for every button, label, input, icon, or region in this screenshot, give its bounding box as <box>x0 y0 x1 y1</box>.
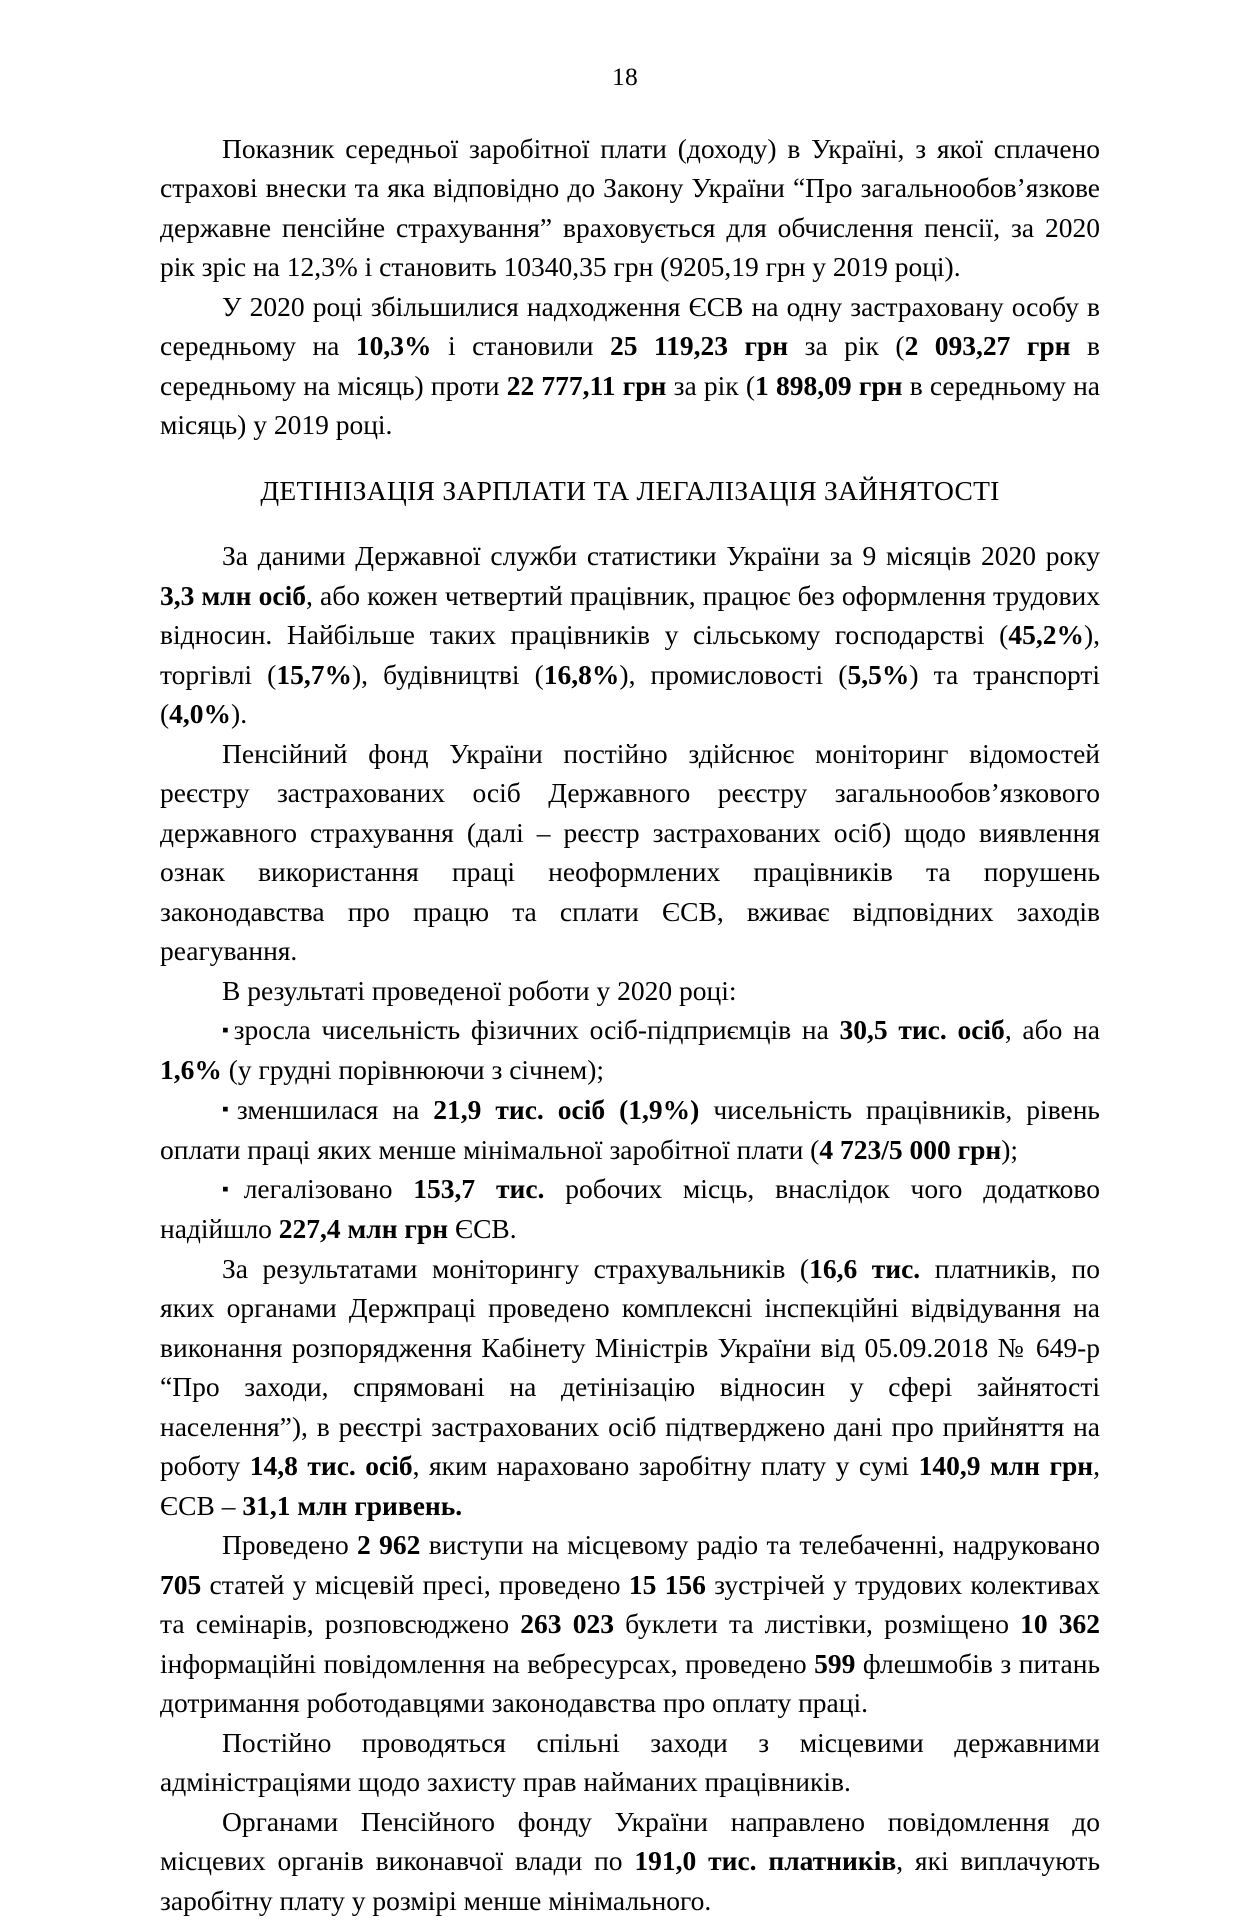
paragraph-results-intro: В результаті проведеної роботи у 2020 році: <box>222 974 737 1006</box>
paragraph-esv-receipts: У 2020 році збільшилися надходження ЄСВ на одну застраховану особу в середньому на 10,3% і становили 25 119,23 грн за рік (2 093,27 грн в середньому на місяць) проти 22 777,11 грн за рік (1 898,09 грн в середньому на місяць) у 2019 році. <box>160 290 1101 441</box>
section-heading-detinizatsiya: ДЕТІНІЗАЦІЯ ЗАРПЛАТИ ТА ЛЕГАЛІЗАЦІЯ ЗАЙНЯТОСТІ <box>260 474 1000 506</box>
document-body <box>160 129 1100 1920</box>
list-item: ▪легалізовано 153,7 тис. робочих місць, внаслідок чого додатково надійшло 227,4 млн грн ЄСВ. <box>160 1173 1100 1245</box>
list-item: ▪зросла чисельність фізичних осіб-підприємців на 30,5 тис. осіб, або на 1,6% (у грудні порівнюючи з січнем); <box>160 1014 1100 1086</box>
bullet-square-icon: ▪ <box>222 1099 236 1121</box>
bullet-square-icon: ▪ <box>222 1178 243 1200</box>
paragraph-notifications: Органами Пенсійного фонду України направлено повідомлення до місцевих органів виконавчої влади по 191,0 тис. платників, які виплачують заробітну плату у розмірі менше мінімального. <box>160 1805 1100 1916</box>
page-number: 18 <box>612 62 638 91</box>
paragraph-pension-fund-monitoring: Пенсійний фонд України постійно здійснює моніторинг відомостей реєстру застрахованих осіб Державного реєстру загальнообов’язкового державного страхування (далі – реєстр застрахованих осіб) щодо виявлення ознак використання праці неоформлених працівників та порушень законодавства про працю та сплати ЄСВ, вживає відповідних заходів реагування. <box>160 737 1100 967</box>
paragraph-statistics-informal-employment: За даними Державної служби статистики України за 9 місяців 2020 року 3,3 млн осіб, або кожен четвертий працівник, працює без оформлення трудових відносин. Найбільше таких працівників у сільському господарстві (45,2%), торгівлі (15,7%), будівництві (16,8%), промисловості (5,5%) та транспорті (4,0%). <box>160 540 1101 730</box>
paragraph-joint-measures: Постійно проводяться спільні заходи з місцевими державними адміністраціями щодо захисту прав найманих працівників. <box>160 1726 1100 1798</box>
paragraph-average-wage: Показник середньої заробітної плати (доходу) в Україні, з якої сплачено страхові внески та яка відповідно до Закону України “Про загальнообов’язкове державне пенсійне страхування” враховується для обчислення пенсії, за 2020 рік зріс на 12,3% і становить 10340,35 грн (9205,19 грн у 2019 році). <box>160 132 1100 283</box>
bullet-square-icon: ▪ <box>222 1019 233 1041</box>
paragraph-media-outreach: Проведено 2 962 виступи на місцевому радіо та телебаченні, надруковано 705 статей у місцевій пресі, проведено 15 156 зустрічей у трудових колективах та семінарів, розповсюджено 263 023 буклети та листівки, розміщено 10 362 інформаційні повідомлення на вебресурсах, проведено 599 флешмобів з питань дотримання роботодавцями законодавства про оплату праці. <box>160 1529 1101 1719</box>
paragraph-monitoring-results: За результатами моніторингу страхувальників (16,6 тис. платників, по яких органами Держпраці проведено комплексні інспекційні відвідування на виконання розпорядження Кабінету Міністрів України від 05.09.2018 № 649-р “Про заходи, спрямовані на детінізацію відносин у сфері зайнятості населення”), в реєстрі застрахованих осіб підтверджено дані про прийняття на роботу 14,8 тис. осіб, яким нараховано заробітну плату у сумі 140,9 млн грн, ЄСВ – 31,1 млн гривень. <box>160 1252 1101 1521</box>
list-item: ▪зменшилася на 21,9 тис. осіб (1,9%) чисельність працівників, рівень оплати праці яких менше мінімальної заробітної плати (4 723/5 000 грн); <box>160 1093 1100 1165</box>
results-bullet-list <box>160 1010 1100 1249</box>
